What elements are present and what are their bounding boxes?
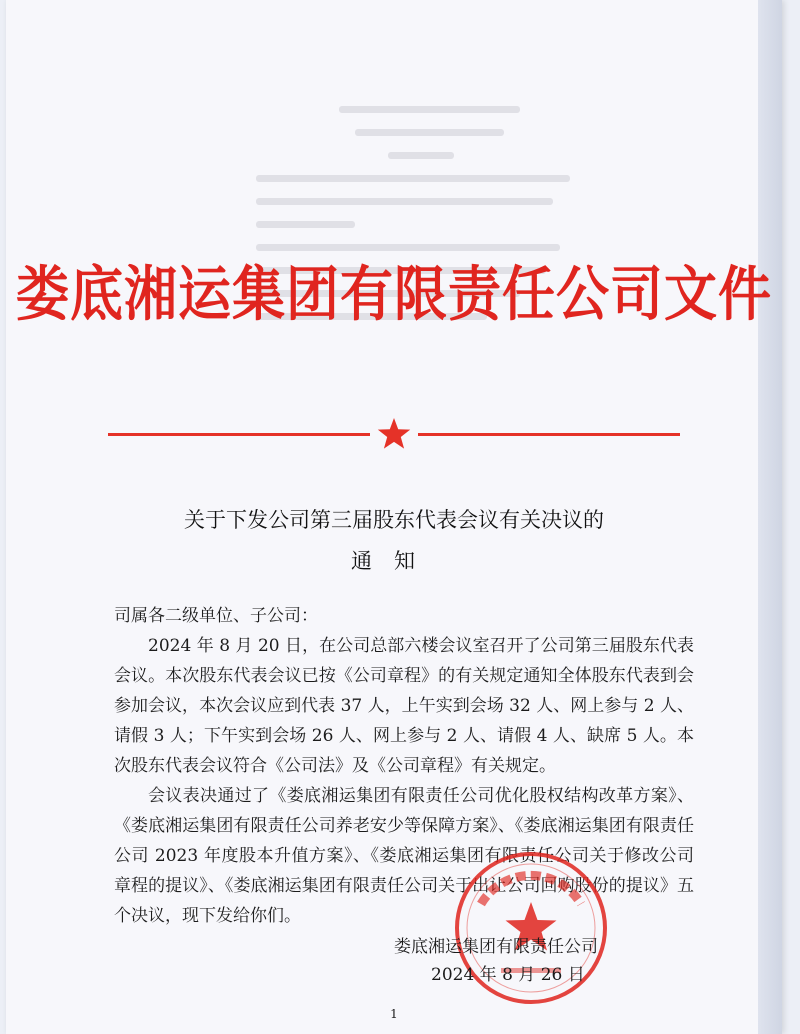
document-page: [6, 0, 782, 1034]
body-paragraph-1: 2024 年 8 月 20 日，在公司总部六楼会议室召开了公司第三届股东代表会议。本次股东代表会议已按《公司章程》的有关规定通知全体股东代表到会参加会议，本次会议应到代表 37 人，上午实到会场 32 人、网上参与 2 人、请假 3 人；下午实到会场 26 人、网上参与 2 人、请假 4 人、缺席 5 人。本次股东代表会议符合《公司法》及《公司章程》有关规定。: [114, 636, 694, 776]
page-number: 1: [390, 1007, 398, 1021]
red-rule-right: [418, 433, 680, 436]
signature-date: 2024 年 8 月 26 日: [431, 965, 585, 985]
letterhead-title: 娄底湘运集团有限责任公司文件: [16, 259, 772, 330]
notice-title: 关于下发公司第三届股东代表会议有关决议的: [184, 508, 604, 532]
body-paragraph-2: 会议表决通过了《娄底湘运集团有限责任公司优化股权结构改革方案》、《娄底湘运集团有限责任公司养老安少等保障方案》、《娄底湘运集团有限责任公司 2023 年度股本升值方案》、《娄底湘运集团有限责任公司关于修改公司章程的提议》、《娄底湘运集团有限责任公司关于出让公司回购股份的提议》五个决议，现下发给你们。: [114, 786, 694, 926]
red-star-icon: [376, 416, 412, 452]
addressee: 司属各二级单位、子公司：: [114, 606, 318, 626]
red-rule-left: [108, 433, 370, 436]
notice-subtitle: 通知: [351, 549, 437, 573]
signature-organization: 娄底湘运集团有限责任公司: [394, 937, 598, 957]
